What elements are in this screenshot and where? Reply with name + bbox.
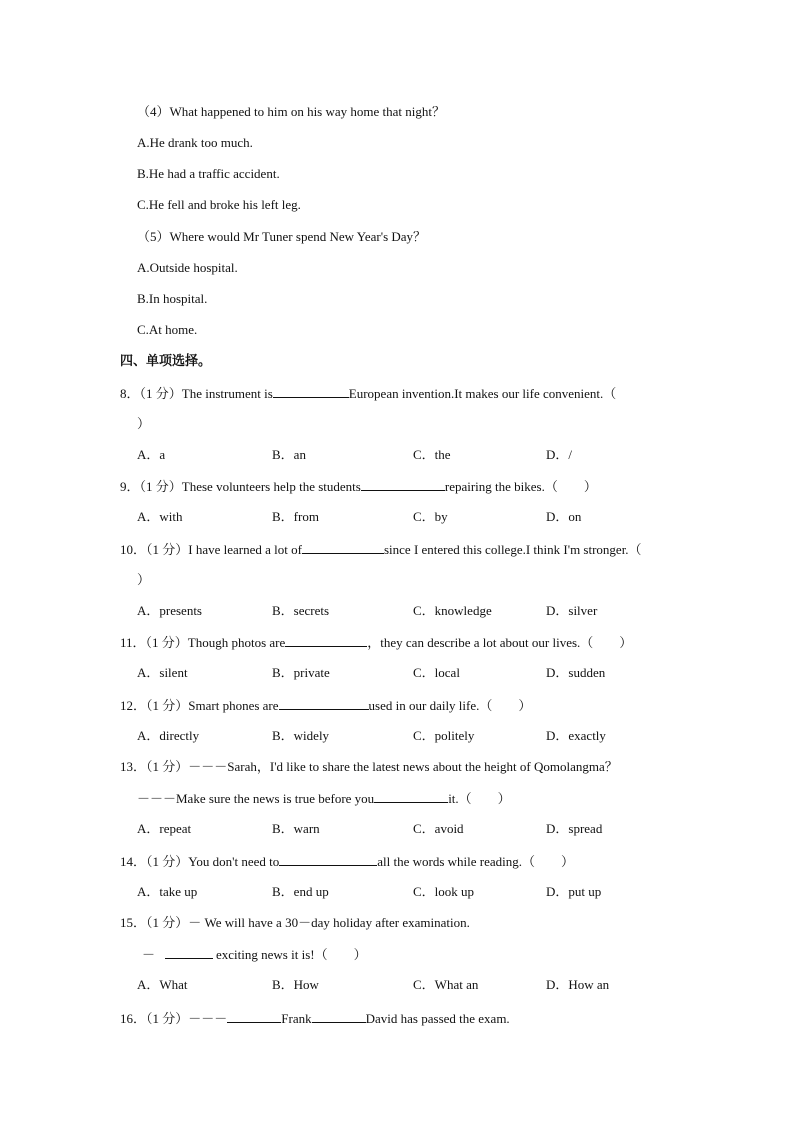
option-13a: A．repeat: [137, 821, 192, 836]
question-score: （1 分）: [139, 479, 182, 494]
option-8b: B．an: [272, 447, 306, 462]
question-10: [120, 541, 642, 558]
question-score: （1 分）: [145, 635, 188, 650]
question-number: 11．: [120, 635, 146, 650]
answer-blank[interactable]: [312, 1010, 366, 1023]
option-11d: D．sudden: [546, 665, 606, 680]
option-12b: B．widely: [272, 728, 330, 743]
question-text: These volunteers help the students: [181, 479, 361, 494]
question-text: all the words while reading.（ ）: [377, 854, 574, 869]
question-8-cont: ）: [137, 416, 151, 431]
option-5c: C.At home.: [137, 322, 198, 337]
answer-blank[interactable]: [279, 697, 369, 710]
question-number: 10．: [120, 542, 147, 557]
question-13-line2: [137, 790, 511, 807]
question-text: ，they can describe a lot about our lives.（ ）: [367, 635, 633, 650]
question-text: － We will have a 30－day holiday after examination.: [188, 915, 470, 930]
section-title: 四、单项选择。: [120, 353, 212, 368]
question-text: repairing the bikes.（ ）: [444, 479, 597, 494]
question-13: [120, 759, 618, 775]
sub-question-text: What happened to him on his way home that night？: [169, 104, 445, 119]
answer-blank[interactable]: [374, 790, 448, 803]
sub-question-number: （4）: [137, 104, 170, 119]
option-10c: C．knowledge: [413, 603, 492, 618]
option-11b: B．private: [272, 665, 330, 680]
option-8d: D．/: [546, 447, 573, 462]
option-14a: A．take up: [137, 884, 198, 899]
answer-blank[interactable]: [361, 478, 445, 491]
question-number: 15．: [120, 915, 147, 930]
option-10a: A．presents: [137, 603, 202, 618]
question-number: 8．: [120, 386, 140, 401]
question-number: 9．: [120, 479, 140, 494]
question-score: （1 分）: [146, 915, 189, 930]
question-text: Smart phones are: [188, 698, 279, 713]
question-text: －－－Make sure the news is true before you: [137, 791, 375, 806]
question-text: －－－: [188, 1011, 228, 1026]
answer-blank[interactable]: [285, 634, 367, 647]
question-number: 16．: [120, 1011, 147, 1026]
answer-blank[interactable]: [279, 853, 377, 866]
question-text: The instrument is: [181, 386, 273, 401]
question-number: 14．: [120, 854, 147, 869]
sub-question-number: （5）: [137, 229, 170, 244]
option-15d: D．How an: [546, 977, 610, 992]
option-11c: C．local: [413, 665, 460, 680]
question-number: 12．: [120, 698, 147, 713]
answer-blank[interactable]: [273, 385, 349, 398]
answer-blank[interactable]: [302, 541, 384, 554]
question-16: [120, 1010, 510, 1027]
question-15: [120, 915, 470, 931]
question-score: （1 分）: [146, 698, 189, 713]
option-15b: B．How: [272, 977, 319, 992]
question-score: （1 分）: [146, 542, 189, 557]
question-text: David has passed the exam.: [365, 1011, 510, 1026]
question-9: [120, 478, 597, 495]
question-text: since I entered this college.I think I'm stronger.（: [383, 542, 642, 557]
question-8: [120, 385, 616, 402]
option-4c: C.He fell and broke his left leg.: [137, 197, 301, 212]
question-text: European invention.It makes our life convenient.（: [348, 386, 617, 401]
option-5a: A.Outside hospital.: [137, 260, 238, 275]
option-15a: A．What: [137, 977, 188, 992]
question-text: Frank: [281, 1011, 312, 1026]
option-12a: A．directly: [137, 728, 200, 743]
option-12c: C．politely: [413, 728, 475, 743]
option-9b: B．from: [272, 509, 319, 524]
option-14d: D．put up: [546, 884, 602, 899]
option-4a: A.He drank too much.: [137, 135, 253, 150]
option-12d: D．exactly: [546, 728, 606, 743]
option-5b: B.In hospital.: [137, 291, 208, 306]
question-text: Though photos are: [187, 635, 286, 650]
sub-question-5: [137, 229, 426, 245]
answer-blank[interactable]: [165, 946, 213, 959]
option-13b: B．warn: [272, 821, 320, 836]
question-text: You don't need to: [188, 854, 280, 869]
option-11a: A．silent: [137, 665, 188, 680]
question-text: I have learned a lot of: [188, 542, 302, 557]
question-text: －－－Sarah，I'd like to share the latest news about the height of Qomolangma？: [188, 759, 618, 774]
question-score: （1 分）: [139, 386, 182, 401]
option-14c: C．look up: [413, 884, 475, 899]
question-text: used in our daily life.（ ）: [368, 698, 532, 713]
question-14: [120, 853, 574, 870]
question-10-cont: ）: [137, 572, 151, 587]
question-15-line2: [142, 946, 367, 963]
question-number: 13．: [120, 759, 147, 774]
option-9d: D．on: [546, 509, 582, 524]
sub-question-text: Where would Mr Tuner spend New Year's Day？: [169, 229, 427, 244]
option-10b: B．secrets: [272, 603, 330, 618]
question-score: （1 分）: [146, 1011, 189, 1026]
question-text: exciting news it is!（ ）: [216, 947, 367, 962]
question-score: （1 分）: [146, 854, 189, 869]
question-text: it.（ ）: [448, 791, 511, 806]
option-4b: B.He had a traffic accident.: [137, 166, 280, 181]
sub-question-4: [137, 104, 445, 120]
option-9a: A．with: [137, 509, 183, 524]
question-text: －: [142, 947, 156, 962]
question-12: [120, 697, 531, 714]
option-13c: C．avoid: [413, 821, 464, 836]
question-score: （1 分）: [146, 759, 189, 774]
option-14b: B．end up: [272, 884, 329, 899]
option-8c: C．the: [413, 447, 451, 462]
option-9c: C．by: [413, 509, 448, 524]
option-13d: D．spread: [546, 821, 603, 836]
answer-blank[interactable]: [227, 1010, 281, 1023]
option-10d: D．silver: [546, 603, 598, 618]
question-11: [120, 634, 632, 651]
option-8a: A．a: [137, 447, 166, 462]
option-15c: C．What an: [413, 977, 479, 992]
